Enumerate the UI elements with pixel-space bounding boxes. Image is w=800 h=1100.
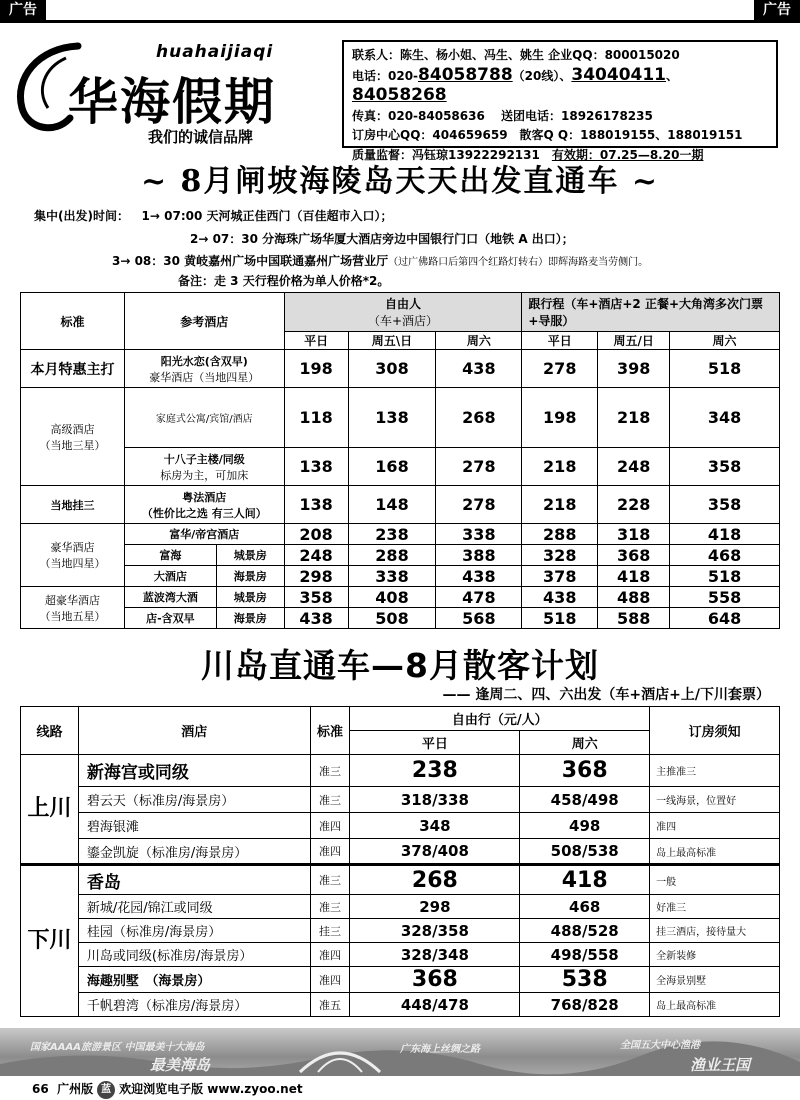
- t1-std-superlux: [21, 587, 125, 629]
- t2-hotel: 香岛: [78, 865, 310, 895]
- t2-std: 准三: [310, 755, 350, 787]
- schedule-remark: 备注：走 3 天行程价格为单人价格*2。: [178, 274, 390, 288]
- t1-price: 208: [284, 524, 348, 545]
- t1-price: 278: [522, 350, 598, 388]
- t1-price: 438: [284, 608, 348, 629]
- t1-price: 488: [598, 587, 670, 608]
- t1-day-sat-tour: 周六: [670, 332, 780, 350]
- t1-hotel-sunshine: [124, 350, 284, 388]
- t2-price-sat: 498/558: [520, 943, 650, 967]
- t1-day-weekday: 平日: [284, 332, 348, 350]
- t2-hotel: 新城/花园/锦江或同级: [78, 895, 310, 919]
- t2-std: 准三: [310, 865, 350, 895]
- phone-note: （20线）、: [512, 68, 572, 83]
- chuandao-subtitle: —— 逢周二、四、六出发（车+酒店+上/下川套票）: [442, 687, 770, 703]
- t1-hotel-fuhua: 富华/帝宫酒店: [124, 524, 284, 545]
- t1-price: 568: [436, 608, 522, 629]
- logo-slogan: 我们的诚信品牌: [148, 128, 254, 146]
- t1-std-senior-class: （当地三星）: [39, 438, 106, 452]
- t2-price-weekday: 328/348: [350, 943, 520, 967]
- t1-price: 338: [348, 566, 436, 587]
- headline-chuandao: 川岛直通车—8月散客计划: [201, 646, 599, 685]
- t1-hotel-18zi: [124, 448, 284, 486]
- t2-price-weekday: 268: [350, 865, 520, 895]
- t1-price: 288: [348, 545, 436, 566]
- t1-price: 138: [284, 448, 348, 486]
- haoling-price-table: [20, 292, 780, 629]
- schedule-line-3: [112, 252, 648, 269]
- t1-hotel-lanbowan-2: 店-含双早: [124, 608, 216, 629]
- banner-text-1: 国家AAAA旅游景区 中国最美十大海岛: [30, 1042, 205, 1053]
- t1-price: 388: [436, 545, 522, 566]
- t1-price: 148: [348, 486, 436, 524]
- t1-price: 558: [670, 587, 780, 608]
- t1-std-gua3: 当地挂三: [21, 486, 125, 524]
- t1-hotel-sunshine-name: 阳光水恋(含双早): [160, 354, 248, 368]
- t2-price-sat: 468: [520, 895, 650, 919]
- contact-people: 联系人：陈生、杨小姐、冯生、姚生 企业QQ：800015020: [352, 48, 680, 62]
- t1-price: 278: [436, 486, 522, 524]
- t2-head-route: 线路: [21, 707, 79, 755]
- t1-std-luxury-name: 豪华酒店: [50, 541, 95, 554]
- t1-head-free-sub: （车+酒店）: [367, 314, 438, 328]
- t2-hotel: 鎏金凯旋（标准房/海景房）: [78, 839, 310, 865]
- schedule-label: 集中(出发)时间：: [34, 209, 129, 223]
- t1-head-free-title: 自由人: [384, 297, 421, 311]
- footer-website[interactable]: 欢迎浏览电子版 www.zyoo.net: [119, 1082, 303, 1096]
- t2-price-sat: 508/538: [520, 839, 650, 865]
- validity-period: 有效期：07.25—8.20一期: [551, 147, 704, 162]
- t2-std: 准四: [310, 813, 350, 839]
- t1-head-tour: 跟行程（车+酒店+2 正餐+大角湾多次门票+导服）: [522, 293, 780, 332]
- t2-std: 准四: [310, 839, 350, 865]
- t2-note: 全海景别墅: [650, 967, 780, 993]
- t1-std-luxury-class: （当地四星）: [39, 557, 106, 570]
- phone-label: 电话：020-: [352, 68, 419, 83]
- schedule-2: 2→ 07：30 分海珠广场华厦大酒店旁边中国银行门口（地铁 A 出口）；: [190, 232, 574, 246]
- t2-hotel: 碧海银滩: [78, 813, 310, 839]
- t1-room-sea-2: 海景房: [216, 608, 284, 629]
- t2-price-weekday: 368: [350, 967, 520, 993]
- t1-std-senior: [21, 388, 125, 486]
- t2-head-hotel: 酒店: [78, 707, 310, 755]
- t2-note: 准四: [650, 813, 780, 839]
- t1-price: 118: [284, 388, 348, 448]
- t1-price: 288: [522, 524, 598, 545]
- t1-price: 358: [284, 587, 348, 608]
- banner-text-5: 渔业王国: [690, 1056, 751, 1074]
- t1-hotel-yuefa-note: （性价比之选 有三人间）: [141, 506, 267, 520]
- t1-price: 168: [348, 448, 436, 486]
- t1-price: 518: [522, 608, 598, 629]
- logo-name: 华海假期: [68, 72, 276, 131]
- t1-price: 268: [436, 388, 522, 448]
- t1-price: 338: [436, 524, 522, 545]
- page-number: 66: [32, 1082, 49, 1096]
- top-rule: [0, 20, 800, 23]
- t2-hotel: 新海宫或同级: [78, 755, 310, 787]
- t1-hotel-apartment: 家庭式公寓/宾馆/酒店: [124, 388, 284, 448]
- t1-price: 308: [348, 350, 436, 388]
- t1-price: 518: [670, 350, 780, 388]
- contact-box: [342, 40, 778, 162]
- phone-sep: 、: [666, 68, 679, 83]
- t2-route-lower: 下川: [21, 865, 79, 1017]
- t2-note: 全新装修: [650, 943, 780, 967]
- t1-std-senior-name: 高级酒店: [50, 422, 95, 436]
- t1-price: 648: [670, 608, 780, 629]
- t1-price: 438: [436, 350, 522, 388]
- chuandao-price-table: [20, 706, 780, 1017]
- t1-hotel-fuhai: 富海: [124, 545, 216, 566]
- t2-std: 挂三: [310, 919, 350, 943]
- t1-price: 218: [522, 486, 598, 524]
- t1-price: 368: [598, 545, 670, 566]
- t1-price: 218: [598, 388, 670, 448]
- t2-hotel: 川岛或同级(标准房/海景房）: [78, 943, 310, 967]
- t1-price: 418: [670, 524, 780, 545]
- t1-price: 198: [284, 350, 348, 388]
- t1-hotel-yuefa-name: 粤法酒店: [182, 490, 227, 504]
- t1-price: 248: [284, 545, 348, 566]
- t2-note: 挂三酒店，接待量大: [650, 919, 780, 943]
- t1-day-frisun-tour: 周五/日: [598, 332, 670, 350]
- t1-hotel-sunshine-class: 豪华酒店（当地四星）: [149, 370, 260, 384]
- edition-label: 广州版: [57, 1082, 94, 1096]
- t1-price: 228: [598, 486, 670, 524]
- t2-price-weekday: 318/338: [350, 787, 520, 813]
- t1-head-standard: 标准: [21, 293, 125, 350]
- t2-price-weekday: 378/408: [350, 839, 520, 865]
- t1-price: 348: [670, 388, 780, 448]
- scenery-banner: [0, 1028, 800, 1076]
- t2-price-sat: 538: [520, 967, 650, 993]
- t2-note: 一线海景，位置好: [650, 787, 780, 813]
- t2-price-sat: 488/528: [520, 919, 650, 943]
- t2-hotel: 千帆碧湾（标准房/海景房）: [78, 993, 310, 1017]
- t1-head-free: [284, 293, 522, 332]
- t1-head-hotel: 参考酒店: [124, 293, 284, 350]
- t1-price: 518: [670, 566, 780, 587]
- t1-std-luxury: [21, 524, 125, 587]
- headline-haoling: ~ 8月闸坡海陵岛天天出发直通车 ~: [140, 164, 660, 199]
- t2-price-weekday: 298: [350, 895, 520, 919]
- t1-day-weekday-tour: 平日: [522, 332, 598, 350]
- banner-text-3: 广东海上丝绸之路: [400, 1044, 480, 1055]
- t1-day-sat: 周六: [436, 332, 522, 350]
- page-footer: [0, 1078, 800, 1100]
- contact-qq: 订房中心QQ：404659659 散客Q Q：188019155、188019151: [352, 128, 743, 142]
- t1-price: 248: [598, 448, 670, 486]
- t2-price-weekday: 348: [350, 813, 520, 839]
- t2-hotel: 碧云天（标准房/海景房）: [78, 787, 310, 813]
- t1-price: 238: [348, 524, 436, 545]
- t2-std: 准三: [310, 895, 350, 919]
- t2-route-upper: 上川: [21, 755, 79, 865]
- t1-hotel-18zi-note: 标房为主，可加床: [160, 468, 249, 482]
- t1-hotel-fuhai-2: 大酒店: [124, 566, 216, 587]
- schedule-line-1: [34, 207, 393, 224]
- t1-hotel-yuefa: [124, 486, 284, 524]
- t1-price: 468: [670, 545, 780, 566]
- t1-price: 298: [284, 566, 348, 587]
- t2-std: 准三: [310, 787, 350, 813]
- t2-price-sat: 498: [520, 813, 650, 839]
- banner-text-4: 全国五大中心渔港: [620, 1040, 700, 1051]
- phone-2: 34040411: [571, 64, 667, 85]
- t1-std-superlux-name: 超豪华酒店: [44, 593, 100, 607]
- t1-room-city: 城景房: [216, 545, 284, 566]
- quality-supervisor: 质量监督：冯钰琼13922292131: [352, 147, 540, 162]
- t1-room-city-2: 城景房: [216, 587, 284, 608]
- phone-3: 84058268: [352, 85, 447, 105]
- t1-price: 408: [348, 587, 436, 608]
- schedule-3-note: （过广佛路口后第四个红路灯转右）即辉海路麦当劳侧门。: [388, 257, 649, 268]
- t2-head-weekday: 平日: [350, 731, 520, 755]
- t1-price: 588: [598, 608, 670, 629]
- t1-price: 218: [522, 448, 598, 486]
- t2-note: 岛上最高标准: [650, 839, 780, 865]
- t2-price-weekday: 448/478: [350, 993, 520, 1017]
- logo: [8, 30, 338, 148]
- contact-phone: [352, 66, 768, 107]
- t2-price-weekday: 328/358: [350, 919, 520, 943]
- t2-std: 准五: [310, 993, 350, 1017]
- t2-std: 准四: [310, 943, 350, 967]
- t2-price-sat: 458/498: [520, 787, 650, 813]
- t2-std: 准四: [310, 967, 350, 993]
- contact-fax: 传真：020-84058636 送团电话：18926178235: [352, 108, 653, 123]
- t1-std-special: 本月特惠主打: [21, 350, 125, 388]
- logo-roman-text: huahaijiaqi: [156, 42, 274, 62]
- t2-head-note: 订房须知: [650, 707, 780, 755]
- t1-room-sea: 海景房: [216, 566, 284, 587]
- t1-price: 378: [522, 566, 598, 587]
- t1-price: 438: [436, 566, 522, 587]
- schedule-3: 3→ 08：30 黄岐嘉州广场中国联通嘉州广场营业厅: [112, 254, 389, 268]
- t2-note: 主推准三: [650, 755, 780, 787]
- t2-price-sat: 368: [520, 755, 650, 787]
- t2-price-weekday: 238: [350, 755, 520, 787]
- edition-badge-icon: 蓝: [97, 1081, 115, 1099]
- t1-price: 358: [670, 448, 780, 486]
- ad-label-left: 广告: [0, 0, 46, 20]
- t1-price: 478: [436, 587, 522, 608]
- t1-hotel-18zi-name: 十八子主楼/同级: [163, 452, 245, 466]
- t1-hotel-lanbowan: 蓝波湾大酒: [124, 587, 216, 608]
- t1-price: 328: [522, 545, 598, 566]
- t1-price: 358: [670, 486, 780, 524]
- t2-head-free: 自由行（元/人）: [350, 707, 650, 731]
- t2-price-sat: 418: [520, 865, 650, 895]
- t1-price: 418: [598, 566, 670, 587]
- t2-hotel: 桂园（标准房/海景房）: [78, 919, 310, 943]
- t1-price: 198: [522, 388, 598, 448]
- t2-price-sat: 768/828: [520, 993, 650, 1017]
- t2-note: 一般: [650, 865, 780, 895]
- t2-note: 好准三: [650, 895, 780, 919]
- t1-price: 438: [522, 587, 598, 608]
- t1-price: 278: [436, 448, 522, 486]
- t1-price: 318: [598, 524, 670, 545]
- t1-price: 138: [348, 388, 436, 448]
- ad-label-right: 广告: [754, 0, 800, 20]
- t2-head-std: 标准: [310, 707, 350, 755]
- t1-price: 508: [348, 608, 436, 629]
- t2-hotel: 海趣别墅 （海景房）: [78, 967, 310, 993]
- t1-std-superlux-class: （当地五星）: [39, 609, 106, 623]
- banner-text-2: 最美海岛: [150, 1056, 211, 1074]
- t1-price: 138: [284, 486, 348, 524]
- t2-note: 岛上最高标准: [650, 993, 780, 1017]
- phone-main: 84058788: [418, 64, 513, 85]
- t1-day-frisun: 周五\日: [348, 332, 436, 350]
- t2-head-sat: 周六: [520, 731, 650, 755]
- schedule-1: 1→ 07:00 天河城正佳西门（百佳超市入口）；: [141, 209, 393, 223]
- t1-price: 398: [598, 350, 670, 388]
